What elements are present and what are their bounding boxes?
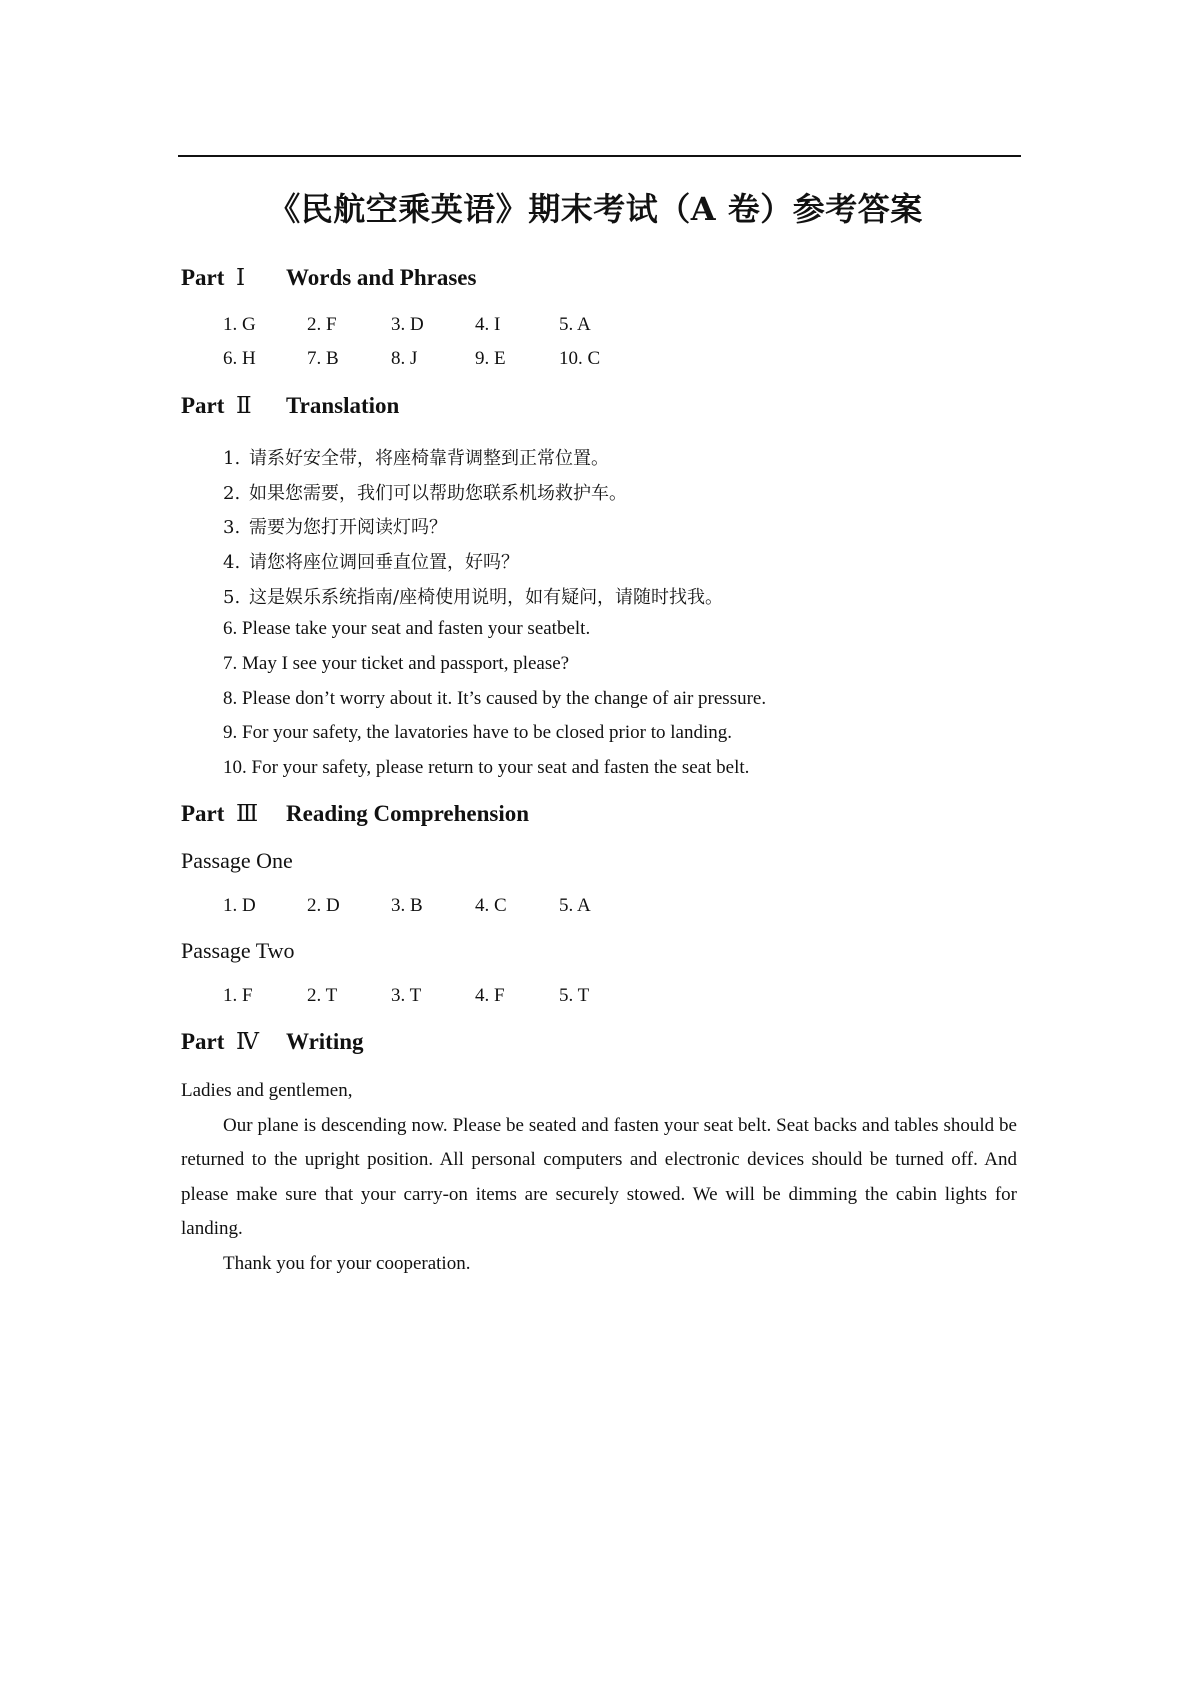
translation-item [223, 479, 627, 505]
document-title: 《民航空乘英语》期末考试（A 卷）参考答案 [268, 190, 923, 228]
answer-item: 2. T [307, 985, 338, 1006]
item-text: 这是娱乐系统指南/座椅使用说明，如有疑问，请随时找我。 [249, 587, 724, 608]
answer-item: 3. T [391, 985, 422, 1006]
part1-answer-row-1 [223, 314, 643, 336]
passage-two-answers [223, 985, 643, 1007]
item-number: 5. [223, 587, 241, 608]
translation-item [223, 548, 519, 574]
passage-one-label: Passage One [181, 848, 293, 873]
answer-item: 4. C [475, 895, 507, 916]
part3-title: Reading Comprehension [286, 801, 530, 826]
part2-heading [181, 393, 399, 419]
passage-one-answers [223, 895, 643, 917]
item-number: 2. [223, 483, 241, 504]
writing-body: Our plane is descending now. Please be seated and fasten your seat belt. Seat backs and tables should be returned to the upright position. All personal computers and electronic devices should be turned off. And please make sure that your carry-on items are securely stowed. We will be dimming the cabin lights for landing. [181, 1114, 1017, 1239]
answer-item: 3. D [391, 314, 424, 335]
answer-item: 6. H [223, 348, 256, 369]
item-text: 请您将座位调回垂直位置，好吗？ [249, 552, 519, 573]
answer-item: 5. T [559, 985, 590, 1006]
item-text: 如果您需要，我们可以帮助您联系机场救护车。 [249, 483, 627, 504]
part2-numeral: Ⅱ [236, 393, 252, 419]
translation-item [223, 513, 447, 539]
translation-item: 7. May I see your ticket and passport, please? [223, 653, 570, 674]
answer-item: 9. E [475, 348, 506, 369]
answer-item: 10. C [559, 348, 601, 369]
part3-label: Part [181, 801, 225, 826]
answer-item: 5. A [559, 895, 591, 916]
answer-item: 7. B [307, 348, 339, 369]
part4-heading [181, 1029, 364, 1055]
part1-title: Words and Phrases [286, 265, 477, 290]
part1-heading [181, 265, 476, 291]
answer-item: 3. B [391, 895, 423, 916]
translation-item [223, 583, 723, 609]
part1-answer-row-2 [223, 348, 643, 370]
part4-numeral: Ⅳ [236, 1029, 259, 1055]
item-text: 需要为您打开阅读灯吗？ [249, 517, 447, 538]
answer-item: 8. J [391, 348, 418, 369]
answer-item: 4. I [475, 314, 501, 335]
answer-item: 4. F [475, 985, 505, 1006]
item-number: 1. [223, 448, 241, 469]
part1-numeral: Ⅰ [236, 265, 246, 291]
item-number: 3. [223, 517, 241, 538]
translation-item: 6. Please take your seat and fasten your seatbelt. [223, 618, 591, 639]
passage-two-label: Passage Two [181, 938, 295, 963]
translation-item [223, 444, 609, 470]
answer-item: 1. G [223, 314, 256, 335]
part4-label: Part [181, 1029, 225, 1054]
translation-item: 8. Please don’t worry about it. It’s caused by the change of air pressure. [223, 688, 767, 709]
answer-item: 2. D [307, 895, 340, 916]
writing-closing: Thank you for your cooperation. [223, 1252, 471, 1274]
part3-heading [181, 801, 529, 827]
part2-title: Translation [286, 393, 400, 418]
writing-sample [181, 1074, 1017, 1281]
part2-label: Part [181, 393, 225, 418]
answer-item: 2. F [307, 314, 337, 335]
part4-title: Writing [286, 1029, 364, 1054]
item-number: 4. [223, 552, 241, 573]
item-text: 请系好安全带，将座椅靠背调整到正常位置。 [249, 448, 609, 469]
part3-numeral: Ⅲ [236, 801, 259, 827]
answer-item: 1. F [223, 985, 253, 1006]
writing-salutation: Ladies and gentlemen, [181, 1080, 353, 1101]
answer-item: 5. A [559, 314, 591, 335]
answer-item: 1. D [223, 895, 256, 916]
part1-label: Part [181, 265, 225, 290]
header-rule [178, 155, 1021, 157]
translation-item: 10. For your safety, please return to your seat and fasten the seat belt. [223, 757, 750, 778]
translation-item: 9. For your safety, the lavatories have to be closed prior to landing. [223, 722, 732, 743]
